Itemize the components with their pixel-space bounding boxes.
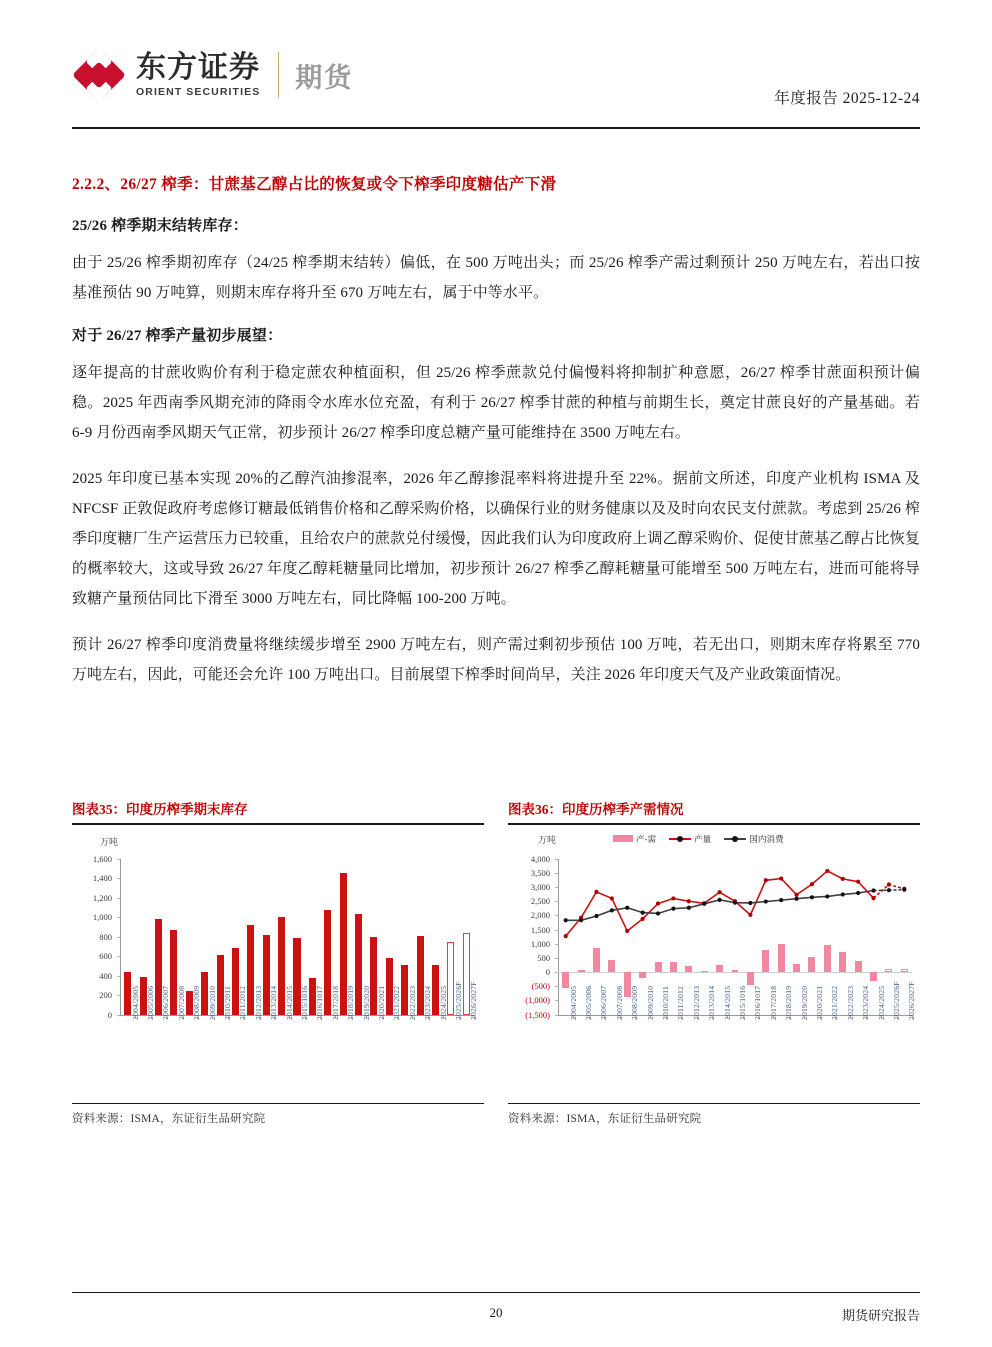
marker-国内消费-2019/2020 xyxy=(794,896,798,900)
x-axis-label: 2026/2027F xyxy=(469,980,479,1020)
x-axis-label: 2024/2025 xyxy=(876,985,886,1020)
legend-label: 国内消费 xyxy=(749,833,784,844)
figure-35-top-rule xyxy=(72,823,484,825)
marker-国内消费-2017/2018 xyxy=(764,899,768,903)
y-axis-tick-label: (500) xyxy=(531,981,550,992)
marker-产量-2018/2019 xyxy=(779,876,783,880)
y-axis-tick-label: 0 xyxy=(545,967,550,978)
header-divider-rule xyxy=(72,127,920,129)
x-axis-label: 2013/2014 xyxy=(269,985,279,1020)
brand-divider xyxy=(278,52,279,98)
figure-36-bottom-rule xyxy=(508,1103,920,1104)
x-axis-label: 2021/2022 xyxy=(392,985,402,1020)
paragraph-2: 逐年提高的甘蔗收购价有利于稳定蔗农种植面积，但 25/26 榨季蔗款兑付偏慢料将抑制扩种意愿，26/27 榨季甘蔗面积预计偏稳。2025 年西南季风期充沛的降雨令水库水位充盈，有利于 26/27 榨季甘蔗的种植与前期生长，奠定甘蔗良好的产量基础。若 6-9 月份西南季风期天气正常，初步预计 26/27 榨季印度总糖产量可能维持在 3500 万吨左右。 xyxy=(72,365,920,441)
marker-国内消费-2022/2023 xyxy=(841,892,845,896)
x-axis-label: 2009/2010 xyxy=(645,985,655,1020)
x-axis-label: 2023/2024 xyxy=(861,985,871,1020)
marker-国内消费-2026/2027F xyxy=(902,887,906,891)
marker-产量-2022/2023 xyxy=(841,876,845,880)
paragraph-4: 预计 26/27 榨季印度消费量将继续缓步增至 2900 万吨左右，则产需过剩初步预估 100 万吨，若无出口，则期末库存将累至 770 万吨左右，因此，可能还会允许 100 万吨出口。目前展望下榨季时间尚早，关注 2026 年印度天气及产业政策面情况。 xyxy=(72,637,920,683)
marker-国内消费-2023/2024 xyxy=(856,891,860,895)
marker-国内消费-2012/2013 xyxy=(687,905,691,909)
marker-产量-2016/1017 xyxy=(748,912,752,916)
orient-securities-diamond-icon xyxy=(72,48,126,102)
x-axis-label: 2016/1017 xyxy=(315,985,325,1020)
x-axis-label: 2012/2013 xyxy=(253,985,263,1020)
x-axis-label: 2011/2012 xyxy=(238,985,248,1020)
marker-产量-2010/2011 xyxy=(656,901,660,905)
y-axis-line xyxy=(120,859,121,1015)
y-axis-tick-label: 3,000 xyxy=(530,881,550,892)
marker-国内消费-2005/2006 xyxy=(579,918,583,922)
marker-国内消费-2010/2011 xyxy=(656,911,660,915)
y-axis-tick-label: 2,000 xyxy=(530,910,550,921)
marker-产量-2012/2013 xyxy=(687,899,691,903)
x-axis-label: 2007/2008 xyxy=(176,985,186,1020)
line-series-layer xyxy=(508,829,920,1097)
paragraph-3: 2025 年印度已基本实现 20%的乙醇汽油掺混率，2026 年乙醇掺混率料将进提升至 22%。据前文所述，印度产业机构 ISMA 及 NFCSF 正敦促政府考虑修订糖最低销售价格和乙醇采购价格，以确保行业的财务健康以及及时向农民支付蔗款。考虑到 25/26 榨季印度糖厂生产运营压力已较重，且给农户的蔗款兑付缓慢，因此我们认为印度政府上调乙醇采购价、促使甘蔗基乙醇占比恢复的概率较大，这或导致 26/27 年度乙醇耗糖量同比增加，初步预计 26/27 榨季乙醇耗糖量可能增至 500 万吨左右，进而可能将导致糖产量预估同比下滑至 3000 万吨左右，同比降幅 100-200 万吨。 xyxy=(72,471,920,607)
y-axis-tick-label: 500 xyxy=(537,952,550,963)
figure-36 xyxy=(508,798,920,1126)
y-axis-tick-label: (1,500) xyxy=(525,1009,550,1020)
marker-国内消费-2008/2009 xyxy=(625,905,629,909)
x-axis-label: 2014/2015 xyxy=(284,985,294,1020)
x-axis-label: 2010/2011 xyxy=(661,985,671,1020)
brand-logo xyxy=(72,48,353,102)
marker-产量-2023/2024 xyxy=(856,879,860,883)
y-axis-tick-label: 200 xyxy=(99,990,112,1001)
y-axis-tick-label: 1,200 xyxy=(92,892,112,903)
x-axis-label: 2015/1016 xyxy=(738,985,747,1020)
y-axis-tick-label: 0 xyxy=(107,1009,112,1020)
document-body xyxy=(72,172,920,706)
marker-国内消费-2006/2007 xyxy=(594,914,598,918)
x-axis-label: 2025/2026F xyxy=(891,980,901,1020)
marker-国内消费-2004/2005 xyxy=(564,918,568,922)
x-axis-label: 2007/2008 xyxy=(614,985,624,1020)
figure-36-source: 资料来源：ISMA，东证衍生品研究院 xyxy=(508,1112,702,1125)
bar-2024/2025 xyxy=(432,965,439,1015)
marker-产量-2024/2025 xyxy=(871,896,875,900)
marker-产量-2008/2009 xyxy=(625,929,629,933)
x-axis-label: 2009/2010 xyxy=(207,985,217,1020)
x-axis-label: 2018/2019 xyxy=(346,985,356,1020)
marker-国内消费-2015/1016 xyxy=(733,900,737,904)
figure-36-title: 图表36：印度历榨季产需情况 xyxy=(508,802,684,817)
figure-35-title: 图表35：印度历榨季期末库存 xyxy=(72,802,248,817)
x-axis-label: 2004/2005 xyxy=(568,985,578,1020)
marker-国内消费-2007/2008 xyxy=(610,908,614,912)
figure-35-bottom-rule xyxy=(72,1103,484,1104)
y-axis-tick-label: 1,600 xyxy=(92,853,112,864)
x-axis-label: 2008/2009 xyxy=(192,985,202,1020)
x-axis-label: 2012/2013 xyxy=(691,985,701,1020)
x-axis-label: 2023/2024 xyxy=(423,985,433,1020)
subheading-production-outlook: 对于 26/27 榨季产量初步展望： xyxy=(72,328,283,344)
x-axis-label: 2005/2006 xyxy=(584,985,594,1020)
marker-国内消费-2011/2012 xyxy=(671,906,675,910)
x-axis-label: 2024/2025 xyxy=(438,985,448,1020)
marker-产量-2014/2015 xyxy=(718,890,722,894)
x-axis-label: 2005/2006 xyxy=(146,985,156,1020)
x-axis-label: 2014/2015 xyxy=(722,985,732,1020)
x-axis-label: 2019/2020 xyxy=(799,985,809,1020)
x-axis-line xyxy=(120,1015,474,1016)
marker-产量-2006/2007 xyxy=(594,889,598,893)
x-axis-label: 2019/2020 xyxy=(361,985,371,1020)
x-axis-label: 2008/2009 xyxy=(630,985,640,1020)
marker-产量-2019/2020 xyxy=(794,892,798,896)
marker-产量-2004/2005 xyxy=(564,934,568,938)
y-axis-tick-label: 600 xyxy=(99,951,112,962)
page-header xyxy=(72,44,920,124)
figure-35-chart xyxy=(72,829,484,1097)
y-axis-tick-label: 1,000 xyxy=(92,912,112,923)
x-axis-label: 2011/2012 xyxy=(676,985,686,1020)
brand-subtitle: 期货 xyxy=(295,62,354,93)
marker-国内消费-2018/2019 xyxy=(779,898,783,902)
figure-36-chart xyxy=(508,829,920,1097)
subheading-carryover-stock: 25/26 榨季期末结转库存： xyxy=(72,218,248,234)
x-axis-label: 2016/1017 xyxy=(753,985,763,1020)
x-axis-label: 2020/2021 xyxy=(376,985,386,1020)
footer-divider-rule xyxy=(72,1292,920,1293)
footer-label: 期货研究报告 xyxy=(841,1308,920,1323)
x-axis-label: 2017/2018 xyxy=(768,985,778,1020)
marker-国内消费-2021/2022 xyxy=(825,894,829,898)
figure-35 xyxy=(72,798,484,1126)
marker-国内消费-2020/2021 xyxy=(810,895,814,899)
marker-产量-2025/2026F xyxy=(887,882,891,886)
y-axis-tick-label: 3,500 xyxy=(530,867,550,878)
y-axis-tick-label: 1,400 xyxy=(92,873,112,884)
x-axis-label: 2022/2023 xyxy=(845,985,855,1020)
x-axis-label: 2013/2014 xyxy=(707,985,717,1020)
chart-unit-label: 万吨 xyxy=(538,834,557,845)
x-axis-label: 2006/2007 xyxy=(599,985,609,1020)
section-heading: 2.2.2、26/27 榨季：甘蔗基乙醇占比的恢复或令下榨季印度糖估产下滑 xyxy=(72,176,557,193)
y-axis-tick-label: 2,500 xyxy=(530,896,550,907)
marker-产量-2021/2022 xyxy=(825,868,829,872)
marker-产量-2009/2010 xyxy=(641,916,645,920)
paragraph-1: 由于 25/26 榨季期初库存（24/25 榨季期末结转）偏低，在 500 万吨出头；而 25/26 榨季产需过剩预计 250 万吨左右，若出口按基准预估 90 万吨算，则期末库存将升至 670 万吨左右，属于中等水平。 xyxy=(72,255,920,301)
x-axis-label: 2022/2023 xyxy=(407,985,417,1020)
legend-label: 产-需 xyxy=(636,833,657,844)
legend-label: 产量 xyxy=(694,833,712,844)
header-report-meta: 年度报告 2025-12-24 xyxy=(774,90,920,107)
line-产量 xyxy=(566,871,874,936)
figure-35-source: 资料来源：ISMA，东证衍生品研究院 xyxy=(72,1112,266,1125)
x-axis-label: 2015/1016 xyxy=(300,985,309,1020)
marker-国内消费-2025/2026F xyxy=(887,888,891,892)
y-axis-tick-label: 800 xyxy=(99,931,112,942)
x-axis-label: 2025/2026F xyxy=(453,980,463,1020)
marker-产量-2011/2012 xyxy=(671,896,675,900)
x-axis-label: 2018/2019 xyxy=(784,985,794,1020)
x-axis-label: 2006/2007 xyxy=(161,985,171,1020)
x-axis-label: 2017/2018 xyxy=(330,985,340,1020)
y-axis-tick-label: (1,000) xyxy=(525,995,550,1006)
marker-国内消费-2009/2010 xyxy=(641,910,645,914)
y-axis-tick-label: 400 xyxy=(99,970,112,981)
x-axis-label: 2026/2027F xyxy=(907,980,917,1020)
marker-国内消费-2014/2015 xyxy=(718,897,722,901)
marker-国内消费-2024/2025 xyxy=(871,888,875,892)
x-axis-label: 2004/2005 xyxy=(130,985,140,1020)
page-number: 20 xyxy=(489,1305,503,1320)
x-axis-label: 2020/2021 xyxy=(814,985,824,1020)
brand-name-en: ORIENT SECURITIES xyxy=(136,85,261,98)
x-axis-label: 2021/2022 xyxy=(830,985,840,1020)
marker-产量-2020/2021 xyxy=(810,882,814,886)
y-axis-tick-label: 4,000 xyxy=(530,853,550,864)
chart-unit-label: 万吨 xyxy=(100,836,119,847)
y-axis-tick-label: 1,500 xyxy=(530,924,550,935)
brand-name-cn: 东方证券 xyxy=(136,51,260,85)
figure-36-top-rule xyxy=(508,823,920,825)
marker-产量-2017/2018 xyxy=(764,878,768,882)
marker-国内消费-2013/2014 xyxy=(702,901,706,905)
x-axis-label: 2010/2011 xyxy=(223,985,233,1020)
y-axis-tick-label: 1,000 xyxy=(530,938,550,949)
marker-国内消费-2016/1017 xyxy=(748,900,752,904)
marker-产量-2007/2008 xyxy=(610,896,614,900)
